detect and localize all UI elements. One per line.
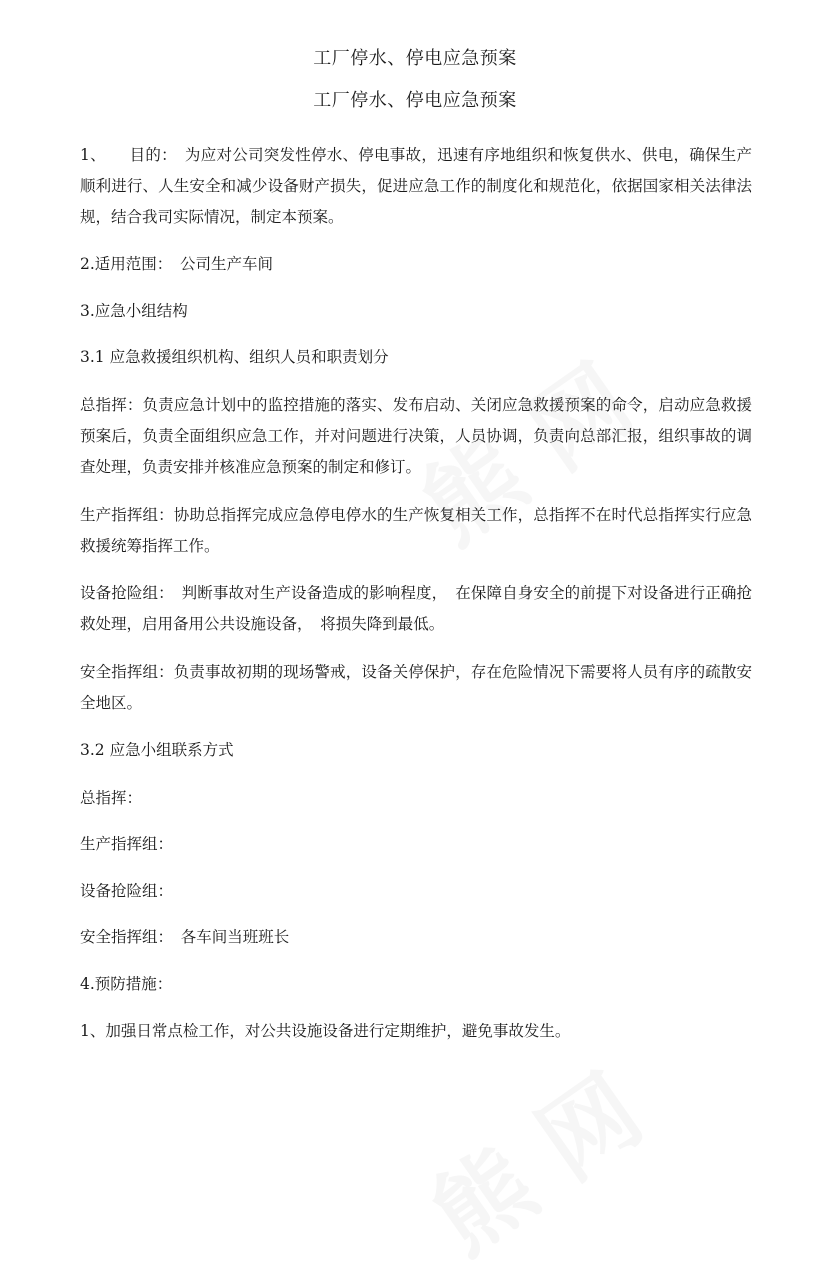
- contact-commander: 总指挥：: [80, 789, 143, 807]
- contact-production-group: 生产指挥组：: [80, 835, 174, 853]
- paragraph-production-group: 生产指挥组：协助总指挥完成应急停电停水的生产恢复相关工作，总指挥不在时代总指挥实行应急救援统筹指挥工作。: [80, 506, 752, 555]
- paragraph-commander: 总指挥：负责应急计划中的监控措施的落实、发布启动、关闭应急救援预案的命令，启动应急救援预案后，负责全面组织应急工作，并对问题进行决策，人员协调，负责向总部汇报，组织事故的调查处理，负责安排并核准应急预案的制定和修订。: [80, 396, 752, 476]
- paragraph-scope: 2.适用范围： 公司生产车间: [80, 255, 274, 273]
- heading-contacts: 3.2 应急小组联系方式: [80, 741, 234, 759]
- heading-team-structure: 3.应急小组结构: [80, 302, 188, 320]
- paragraph-purpose: 1、 目的： 为应对公司突发性停水、停电事故，迅速有序地组织和恢复供水、供电，确保生产顺利进行、人生安全和减少设备财产损失，促进应急工作的制度化和规范化，依据国家相关法律法规，结合我司实际情况，制定本预案。: [80, 146, 752, 226]
- paragraph-equipment-group: 设备抢险组： 判断事故对生产设备造成的影响程度， 在保障自身安全的前提下对设备进行正确抢救处理，启用备用公共设施设备， 将损失降到最低。: [80, 584, 752, 633]
- contact-equipment-group: 设备抢险组：: [80, 882, 174, 900]
- contact-safety-group: 安全指挥组： 各车间当班班长: [80, 928, 290, 946]
- watermark: [401, 1038, 664, 1279]
- paragraph-safety-group: 安全指挥组：负责事故初期的现场警戒，设备关停保护，存在危险情况下需要将人员有序的疏散安全地区。: [80, 663, 752, 712]
- heading-organization: 3.1 应急救援组织机构、组织人员和职责划分: [80, 348, 389, 366]
- document-title: 工厂停水、停电应急预案: [313, 48, 517, 69]
- heading-prevention: 4.预防措施：: [80, 975, 173, 993]
- document-subtitle: 工厂停水、停电应急预案: [313, 90, 517, 111]
- paragraph-prevention-1: 1、加强日常点检工作，对公共设施设备进行定期维护，避免事故发生。: [80, 1022, 571, 1040]
